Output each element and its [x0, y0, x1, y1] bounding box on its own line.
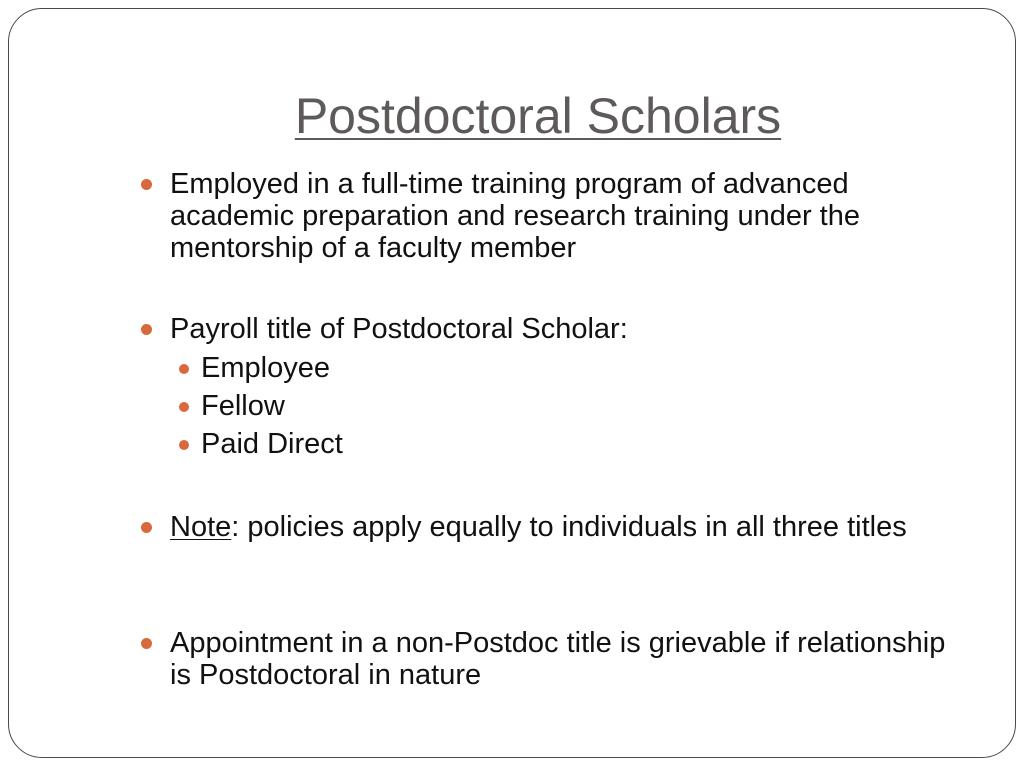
slide-title: Postdoctoral Scholars — [294, 88, 782, 144]
bullet-text: Employed in a full-time training program of advanced academic preparation and research training under the mentorship of a faculty member — [170, 168, 860, 264]
sub-bullet-dot-icon — [179, 402, 189, 412]
bullet-text: : policies apply equally to individuals in all three titles — [231, 511, 907, 543]
bullet-note — [170, 511, 960, 543]
sub-bullet-text: Paid Direct — [201, 428, 343, 460]
sub-bullet-fellow — [201, 390, 901, 422]
note-label: Note — [170, 511, 232, 543]
sub-bullet-text: Fellow — [201, 390, 285, 422]
bullet-dot-icon — [141, 638, 152, 649]
sub-bullet-text: Employee — [201, 352, 330, 384]
sub-bullet-paid-direct — [201, 428, 901, 460]
bullet-text: Appointment in a non-Postdoc title is grievable if relationship is Postdoctoral in nature — [170, 627, 946, 691]
bullet-appointment-grievable — [170, 627, 960, 691]
bullet-dot-icon — [141, 324, 152, 335]
bullet-payroll-title — [170, 313, 960, 345]
bullet-dot-icon — [141, 522, 152, 533]
bullet-employment-description — [170, 168, 960, 264]
sub-bullet-dot-icon — [179, 364, 189, 374]
sub-bullet-dot-icon — [179, 440, 189, 450]
bullet-text: Payroll title of Postdoctoral Scholar: — [170, 313, 628, 345]
bullet-dot-icon — [141, 179, 152, 190]
sub-bullet-employee — [201, 352, 901, 384]
